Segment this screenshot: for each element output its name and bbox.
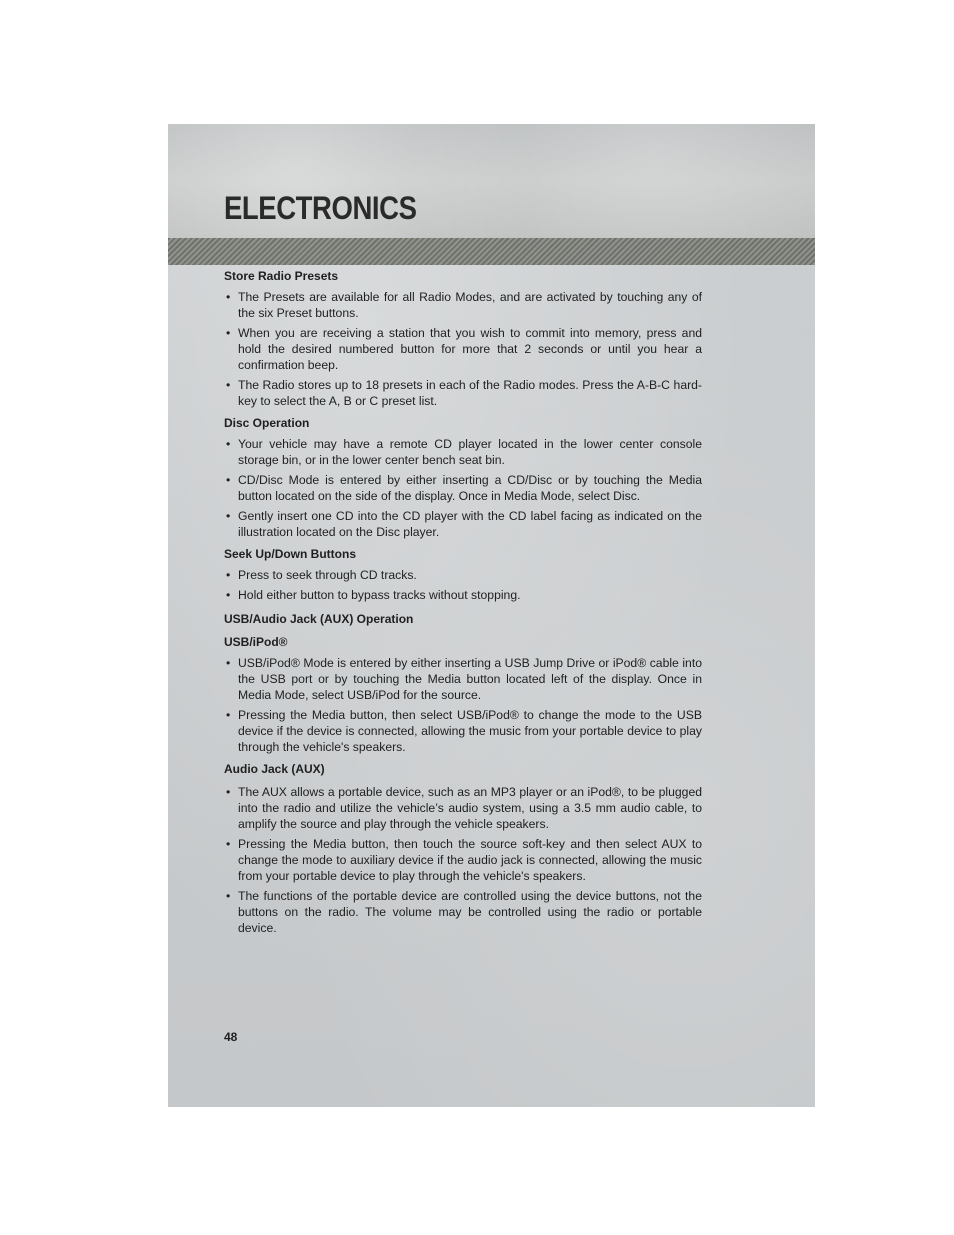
list-item: • Pressing the Media button, then select USB/iPod® to change the mode to the USB device if the device is connected, allowing the music from your portable device to play through the vehicle's speakers. xyxy=(224,707,702,755)
section-heading: Seek Up/Down Buttons xyxy=(224,547,357,561)
list-item: • Gently insert one CD into the CD player with the CD label facing as indicated on the illustration located on the Disc player. xyxy=(224,508,702,540)
list-item: • Press to seek through CD tracks. xyxy=(224,567,702,583)
list-item: • The Presets are available for all Radio Modes, and are activated by touching any of the six Preset buttons. xyxy=(224,289,702,321)
list-item: • Hold either button to bypass tracks without stopping. xyxy=(224,587,702,603)
section-seek-buttons xyxy=(224,546,702,603)
list-item: • The AUX allows a portable device, such as an MP3 player or an iPod®, to be plugged into the radio and utilize the vehicle’s audio system, using a 3.5 mm audio cable, to amplify the source and play through the vehicle speakers. xyxy=(224,784,702,832)
section-audio-jack xyxy=(224,761,702,936)
section-usb-ipod xyxy=(224,634,702,755)
section-usb-aux-operation xyxy=(224,611,702,627)
list-item: • The functions of the portable device are controlled using the device buttons, not the buttons on the radio. The volume may be controlled using the radio or portable device. xyxy=(224,888,702,936)
bullet-list xyxy=(224,655,702,755)
section-heading: USB/iPod® xyxy=(224,635,288,649)
page-content xyxy=(224,268,702,942)
page-title: ELECTRONICS xyxy=(224,190,417,226)
section-store-radio-presets xyxy=(224,268,702,409)
list-item: • USB/iPod® Mode is entered by either inserting a USB Jump Drive or iPod® cable into the USB port or by touching the Media button located left of the display. Once in Media Mode, select USB/iPod for the source. xyxy=(224,655,702,703)
bullet-list xyxy=(224,784,702,936)
bullet-list xyxy=(224,289,702,409)
section-heading: Store Radio Presets xyxy=(224,269,339,283)
section-heading: Audio Jack (AUX) xyxy=(224,762,325,776)
list-item: • Pressing the Media button, then touch the source soft-key and then select AUX to change the mode to auxiliary device if the audio jack is connected, allowing the music from your portable device to play through the vehicle's speakers. xyxy=(224,836,702,884)
header-stripe xyxy=(168,238,815,265)
section-heading: Disc Operation xyxy=(224,416,310,430)
section-heading: USB/Audio Jack (AUX) Operation xyxy=(224,612,414,626)
page-header xyxy=(168,124,815,238)
list-item: • When you are receiving a station that you wish to commit into memory, press and hold the desired numbered button for more that 2 seconds or until you hear a confirmation beep. xyxy=(224,325,702,373)
bullet-list xyxy=(224,567,702,603)
list-item: • Your vehicle may have a remote CD player located in the lower center console storage bin, or in the lower center bench seat bin. xyxy=(224,436,702,468)
page-number: 48 xyxy=(224,1030,238,1044)
list-item: • The Radio stores up to 18 presets in each of the Radio modes. Press the A-B-C hard-key to select the A, B or C preset list. xyxy=(224,377,702,409)
manual-page xyxy=(168,124,815,1107)
bullet-list xyxy=(224,436,702,540)
list-item: • CD/Disc Mode is entered by either inserting a CD/Disc or by touching the Media button located on the side of the display. Once in Media Mode, select Disc. xyxy=(224,472,702,504)
section-disc-operation xyxy=(224,415,702,540)
